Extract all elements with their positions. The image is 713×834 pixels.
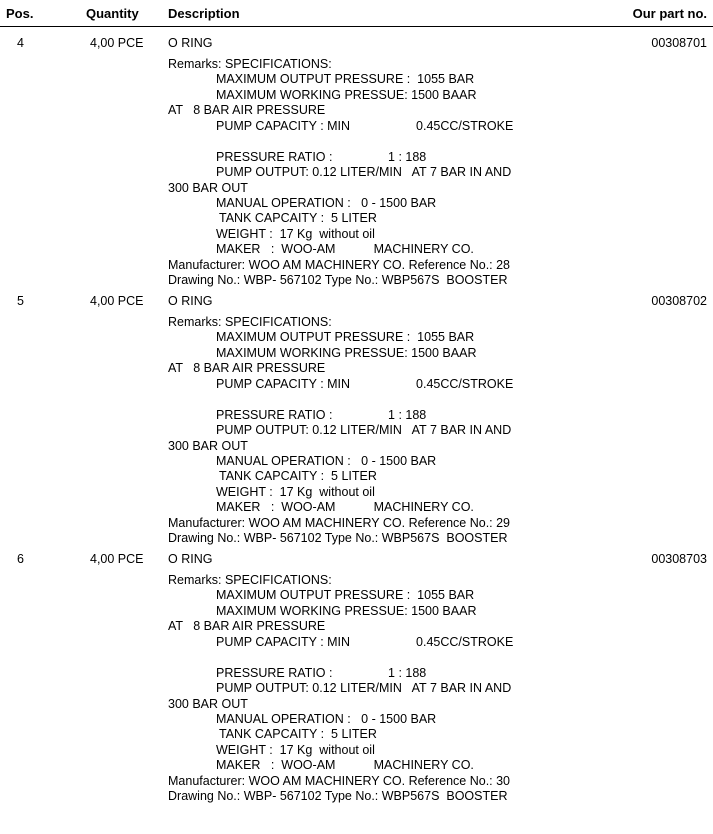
max-output-line: MAXIMUM OUTPUT PRESSURE : 1055 BAR bbox=[216, 588, 475, 603]
drawing-line: Drawing No.: WBP- 567102 Type No.: WBP567S BOOSTER bbox=[168, 531, 508, 546]
maker-line: MAKER : WOO-AM MACHINERY CO. bbox=[216, 500, 474, 515]
remarks-line: Remarks: SPECIFICATIONS: bbox=[168, 315, 332, 329]
item-pos: 4 bbox=[17, 36, 24, 50]
weight-line: WEIGHT : 17 Kg without oil bbox=[216, 484, 375, 499]
header-divider bbox=[0, 26, 713, 27]
remarks-line: Remarks: SPECIFICATIONS: bbox=[168, 573, 332, 587]
item-specifications bbox=[168, 315, 513, 547]
item-pos: 5 bbox=[17, 294, 24, 308]
drawing-line: Drawing No.: WBP- 567102 Type No.: WBP567S BOOSTER bbox=[168, 789, 508, 804]
manufacturer-line: Manufacturer: WOO AM MACHINERY CO. Reference No.: 30 bbox=[168, 773, 511, 788]
list-item bbox=[0, 294, 713, 552]
manufacturer-line: Manufacturer: WOO AM MACHINERY CO. Reference No.: 28 bbox=[168, 257, 511, 272]
item-part-no: 00308702 bbox=[651, 294, 707, 308]
max-output-line: MAXIMUM OUTPUT PRESSURE : 1055 BAR bbox=[216, 72, 475, 87]
air-pressure-line: AT 8 BAR AIR PRESSURE bbox=[168, 361, 326, 376]
blank-line bbox=[168, 134, 513, 149]
manual-operation-line: MANUAL OPERATION : 0 - 1500 BAR bbox=[216, 711, 437, 726]
item-part-no: 00308703 bbox=[651, 552, 707, 566]
drawing-line: Drawing No.: WBP- 567102 Type No.: WBP567S BOOSTER bbox=[168, 273, 508, 288]
item-specifications bbox=[168, 57, 513, 289]
air-pressure-line: AT 8 BAR AIR PRESSURE bbox=[168, 619, 326, 634]
item-description: O RING bbox=[168, 552, 213, 566]
manual-operation-line: MANUAL OPERATION : 0 - 1500 BAR bbox=[216, 195, 437, 210]
list-item bbox=[0, 552, 713, 810]
item-description: O RING bbox=[168, 36, 213, 50]
max-working-line: MAXIMUM WORKING PRESSUE: 1500 BAAR bbox=[216, 345, 477, 360]
pump-output-line: PUMP OUTPUT: 0.12 LITER/MIN AT 7 BAR IN AND bbox=[216, 423, 512, 438]
pump-output-line: PUMP OUTPUT: 0.12 LITER/MIN AT 7 BAR IN AND bbox=[216, 681, 512, 696]
remarks-line: Remarks: SPECIFICATIONS: bbox=[168, 57, 332, 71]
weight-line: WEIGHT : 17 Kg without oil bbox=[216, 226, 375, 241]
header-pos: Pos. bbox=[6, 6, 34, 21]
pump-output-line: PUMP OUTPUT: 0.12 LITER/MIN AT 7 BAR IN AND bbox=[216, 165, 512, 180]
item-quantity: 4,00 PCE bbox=[90, 36, 144, 50]
tank-capacity-line: TANK CAPCAITY : 5 LITER bbox=[219, 469, 377, 484]
bar-out-line: 300 BAR OUT bbox=[168, 438, 248, 453]
item-pos: 6 bbox=[17, 552, 24, 566]
manual-operation-line: MANUAL OPERATION : 0 - 1500 BAR bbox=[216, 453, 437, 468]
tank-capacity-line: TANK CAPCAITY : 5 LITER bbox=[219, 211, 377, 226]
weight-line: WEIGHT : 17 Kg without oil bbox=[216, 742, 375, 757]
list-item bbox=[0, 36, 713, 294]
item-quantity: 4,00 PCE bbox=[90, 552, 144, 566]
item-part-no: 00308701 bbox=[651, 36, 707, 50]
item-description: O RING bbox=[168, 294, 213, 308]
air-pressure-line: AT 8 BAR AIR PRESSURE bbox=[168, 103, 326, 118]
maker-line: MAKER : WOO-AM MACHINERY CO. bbox=[216, 758, 474, 773]
tank-capacity-line: TANK CAPCAITY : 5 LITER bbox=[219, 727, 377, 742]
pump-capacity-line: PUMP CAPACITY : MIN 0.45CC/STROKE bbox=[216, 634, 514, 649]
max-working-line: MAXIMUM WORKING PRESSUE: 1500 BAAR bbox=[216, 603, 477, 618]
pressure-ratio-line: PRESSURE RATIO : 1 : 188 bbox=[216, 665, 427, 680]
pump-capacity-line: PUMP CAPACITY : MIN 0.45CC/STROKE bbox=[216, 118, 514, 133]
manufacturer-line: Manufacturer: WOO AM MACHINERY CO. Reference No.: 29 bbox=[168, 515, 511, 530]
pump-capacity-line: PUMP CAPACITY : MIN 0.45CC/STROKE bbox=[216, 376, 514, 391]
max-output-line: MAXIMUM OUTPUT PRESSURE : 1055 BAR bbox=[216, 330, 475, 345]
item-specifications bbox=[168, 573, 513, 805]
bar-out-line: 300 BAR OUT bbox=[168, 180, 248, 195]
item-quantity: 4,00 PCE bbox=[90, 294, 144, 308]
max-working-line: MAXIMUM WORKING PRESSUE: 1500 BAAR bbox=[216, 87, 477, 102]
blank-line bbox=[168, 392, 513, 407]
header-part-no: Our part no. bbox=[632, 6, 707, 21]
header-quantity: Quantity bbox=[86, 6, 139, 21]
bar-out-line: 300 BAR OUT bbox=[168, 696, 248, 711]
maker-line: MAKER : WOO-AM MACHINERY CO. bbox=[216, 242, 474, 257]
pressure-ratio-line: PRESSURE RATIO : 1 : 188 bbox=[216, 407, 427, 422]
pressure-ratio-line: PRESSURE RATIO : 1 : 188 bbox=[216, 149, 427, 164]
header-description: Description bbox=[168, 6, 240, 21]
blank-line bbox=[168, 650, 513, 665]
